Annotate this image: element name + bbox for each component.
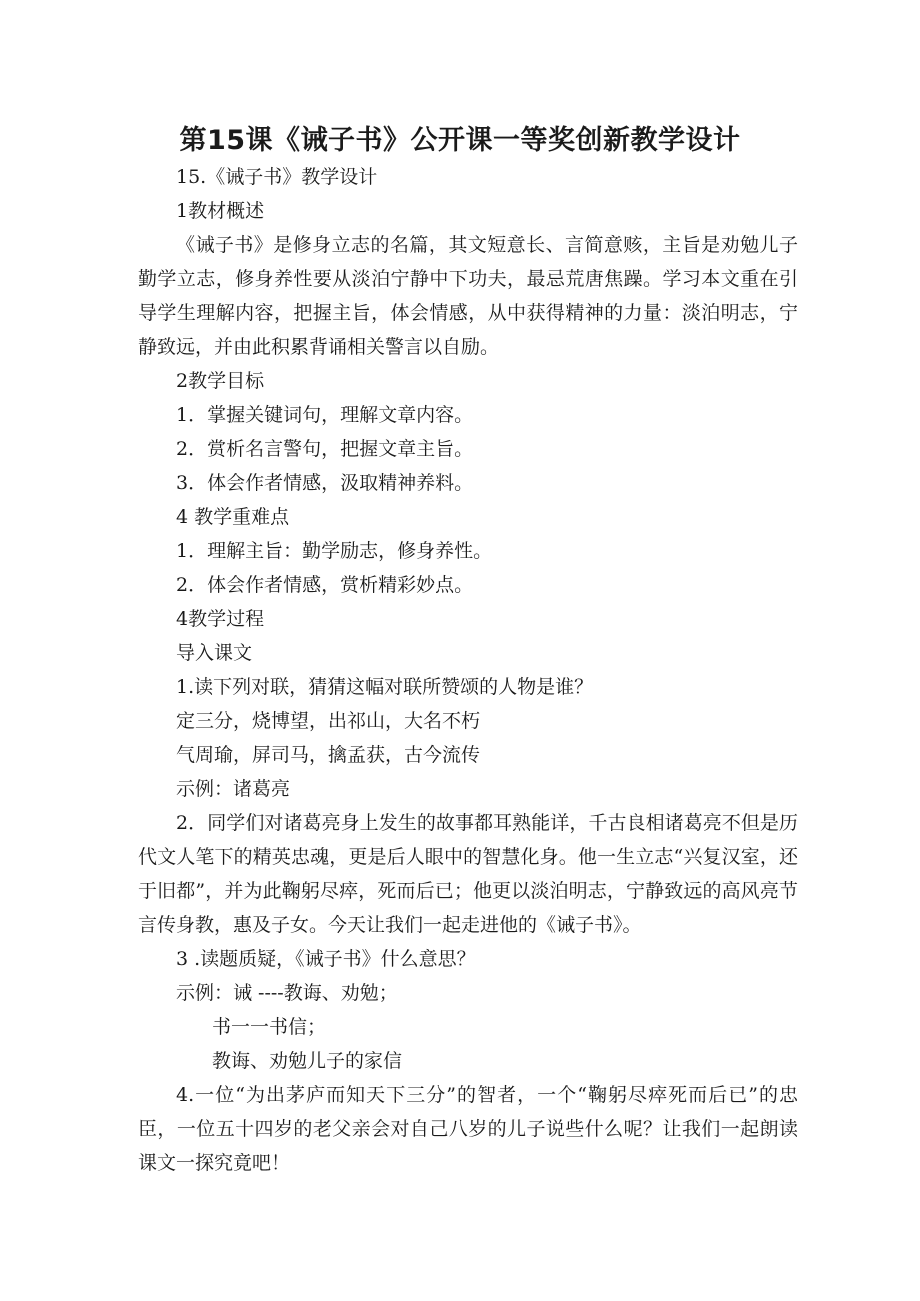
example-line: 书一一书信； <box>212 1016 327 1038</box>
paragraph: 《诫子书》是修身立志的名篇，其文短意长、言简意赅，主旨是劝勉儿子勤学立志，修身养性要从淡泊宁静中下功夫，最忌荒唐焦躁。学习本文重在引导学生理解内容，把握主旨，体会情感，从中获得精神的力量：淡泊明志，宁静致远，并由此积累背诵相关警言以自励。 <box>138 234 798 358</box>
list-item: 2．体会作者情感，赏析精彩妙点。 <box>176 574 474 596</box>
document-title: 第15课《诫子书》公开课一等奖创新教学设计 <box>179 125 741 156</box>
example-line: 示例：诸葛亮 <box>176 778 291 800</box>
paragraph: 4.一位“为出茅庐而知天下三分”的智者，一个“鞠躬尽瘁死而后已”的忠臣，一位五十四岁的老父亲会对自己八岁的儿子说些什么呢？让我们一起朗读课文一探究竟吧！ <box>138 1084 798 1174</box>
list-item: 1．理解主旨：勤学励志，修身养性。 <box>176 540 493 562</box>
list-item: 3 .读题质疑，《诫子书》什么意思？ <box>176 948 476 970</box>
section-heading: 4教学过程 <box>176 608 265 630</box>
couplet-line: 气周瑜，屏司马，擒孟获，古今流传 <box>176 744 481 766</box>
paragraph: 2．同学们对诸葛亮身上发生的故事都耳熟能详，千古良相诸葛亮不但是历代文人笔下的精英忠魂，更是后人眼中的智慧化身。他一生立志“兴复汉室，还于旧都”，并为此鞠躬尽瘁，死而后已；他更以淡泊明志，宁静致远的高风亮节言传身教，惠及子女。今天让我们一起走进他的《诫子书》。 <box>138 812 798 936</box>
list-item: 2．赏析名言警句，把握文章主旨。 <box>176 438 474 460</box>
section-heading: 4 教学重难点 <box>176 506 290 528</box>
section-heading: 15.《诫子书》教学设计 <box>176 166 378 188</box>
section-heading: 1教材概述 <box>176 200 265 222</box>
subheading: 导入课文 <box>176 642 253 664</box>
example-line: 教诲、劝勉儿子的家信 <box>212 1050 403 1072</box>
couplet-line: 定三分，烧博望，出祁山，大名不朽 <box>176 710 481 732</box>
example-line: 示例：诫 ----教诲、劝勉； <box>176 982 398 1004</box>
list-item: 3．体会作者情感，汲取精神养料。 <box>176 472 474 494</box>
list-item: 1．掌握关键词句，理解文章内容。 <box>176 404 474 426</box>
list-item: 1.读下列对联，猜猜这幅对联所赞颂的人物是谁？ <box>176 676 594 698</box>
section-heading: 2教学目标 <box>176 370 265 392</box>
